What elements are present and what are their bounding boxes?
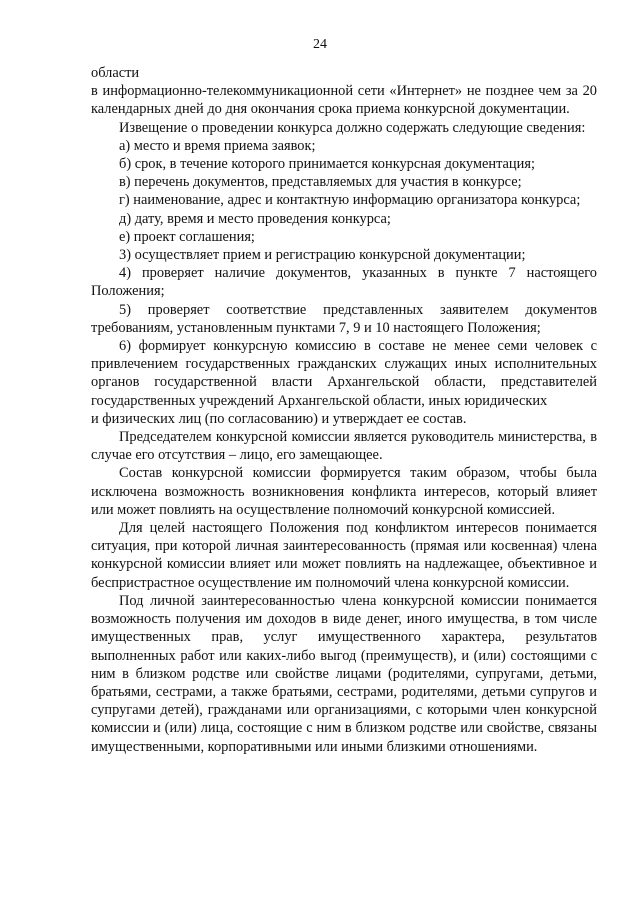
paragraph: Извещение о проведении конкурса должно содержать следующие сведения: bbox=[119, 119, 586, 136]
list-item: в) перечень документов, представляемых для участия в конкурсе; bbox=[119, 174, 522, 191]
list-item: 3) осуществляет прием и регистрацию конкурсной документации; bbox=[119, 247, 526, 264]
paragraph: Для целей настоящего Положения под конфликтом интересов понимается ситуация, при которой личная заинтересованность (прямая или косвенная) члена конкурсной комиссии влияет или может повлиять на надлежащее, объективное и беспристрастное осуществление им полномочий члена конкурсной комиссии. bbox=[91, 520, 597, 591]
list-item: е) проект соглашения; bbox=[119, 228, 255, 245]
list-item: 4) проверяет наличие документов, указанных в пункте 7 настоящего Положения; bbox=[91, 265, 597, 300]
list-item: д) дату, время и место проведения конкурса; bbox=[119, 210, 391, 227]
paragraph: в информационно-телекоммуникационной сети «Интернет» не позднее чем за 20 календарных дней до дня окончания срока приема конкурсной документации. bbox=[91, 83, 597, 118]
paragraph: Председателем конкурсной комиссии является руководитель министерства, в случае его отсутствия – лицо, его замещающее. bbox=[91, 429, 597, 464]
document-body bbox=[91, 64, 597, 756]
list-item: г) наименование, адрес и контактную информацию организатора конкурса; bbox=[119, 192, 581, 209]
list-item: 5) проверяет соответствие представленных заявителем документов требованиям, установленным пунктами 7, 9 и 10 настоящего Положения; bbox=[91, 301, 597, 336]
page-number: 24 bbox=[313, 37, 327, 52]
list-item: а) место и время приема заявок; bbox=[119, 137, 316, 154]
paragraph: и физических лиц (по согласованию) и утверждает ее состав. bbox=[91, 410, 467, 427]
paragraph: области bbox=[91, 65, 140, 81]
paragraph: Состав конкурсной комиссии формируется таким образом, чтобы была исключена возможность возникновения конфликта интересов, который влияет или может повлиять на осуществление полномочий конкурсной комиссией. bbox=[91, 465, 597, 518]
paragraph: Под личной заинтересованностью члена конкурсной комиссии понимается возможность получения им доходов в виде денег, иного имущества, в том числе имущественных прав, услуг имущественного характера, результатов выполненных работ или каких-либо выгод (преимуществ), и (или) состоящими с ним в близком родстве или свойстве лицами (родителями, супругами, детьми, братьями, сестрами, а также братьями, сестрами, родителями, детьми супругов и супругами детей), гражданами или организациями, с которыми член конкурсной комиссии и (или) лица, состоящие с ним в близком родстве или свойстве, связаны имущественными, корпоративными или иными близкими отношениями. bbox=[91, 592, 597, 755]
list-item: 6) формирует конкурсную комиссию в составе не менее семи человек с привлечением государственных гражданских служащих иных исполнительных органов государственной власти Архангельской области, представителей государственных учреждений Архангельской области, иных юридических bbox=[91, 338, 597, 409]
list-item: б) срок, в течение которого принимается конкурсная документация; bbox=[119, 156, 535, 173]
